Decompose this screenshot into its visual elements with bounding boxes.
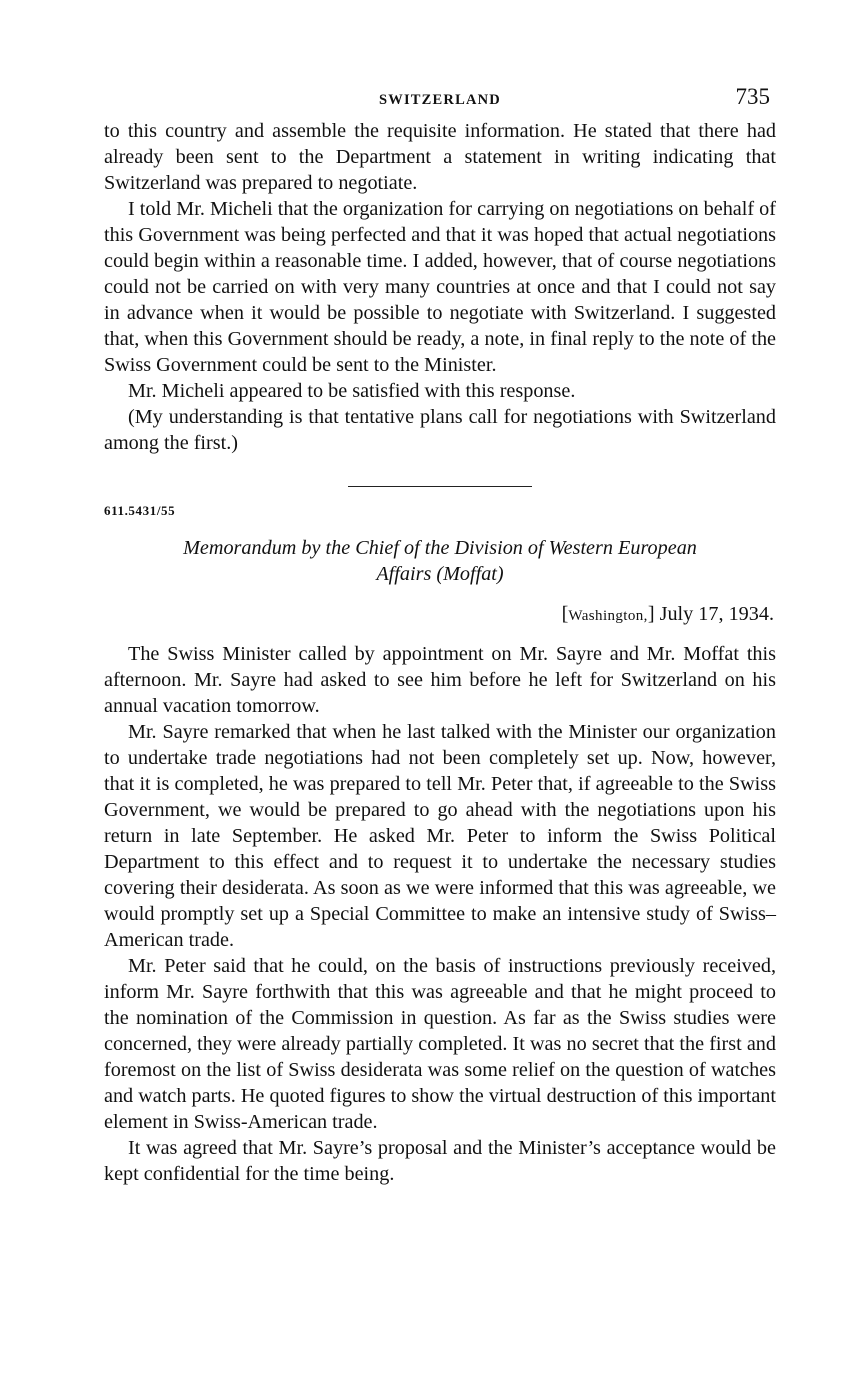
paragraph: It was agreed that Mr. Sayre’s proposal and the Minister’s acceptance would be kept confidential for the time being. — [104, 1137, 776, 1185]
memorandum-body — [104, 641, 776, 1187]
running-head: SWITZERLAND — [379, 92, 501, 108]
dateline-place: Washington, — [568, 608, 648, 624]
file-number: 611.5431/55 — [104, 503, 176, 518]
paragraph: I told Mr. Micheli that the organization for carrying on negotiations on behalf of this Government was being perfected and that it was hoped that actual negotiations could begin within a reasonable time. I added, however, that of course negotiations could not be carried on with very many countries at once and that I could not say in advance when it would be possible to negotiate with Switzerland. I suggested that, when this Government should be ready, a note, in final reply to the note of the Swiss Government could be sent to the Minister. — [104, 198, 776, 376]
paragraph: The Swiss Minister called by appointment on Mr. Sayre and Mr. Moffat this afternoon. Mr. Sayre had asked to see him before he left for Switzerland on his annual vacation tomorrow. — [104, 643, 776, 717]
memorandum-title-line: Affairs (Moffat) — [376, 563, 504, 585]
paragraph: Mr. Micheli appeared to be satisfied with this response. — [128, 380, 576, 402]
dateline-date: ] July 17, 1934. — [647, 603, 774, 625]
paragraph: to this country and assemble the requisite information. He stated that there had already been sent to the Department a statement in writing indicating that Switzerland was prepared to negotiate. — [104, 120, 776, 194]
page-number: 735 — [735, 84, 770, 109]
dateline-bracket-open: [ — [561, 603, 569, 625]
document-page — [104, 84, 776, 1187]
dateline — [104, 601, 776, 629]
paragraph: Mr. Peter said that he could, on the basis of instructions previously received, inform Mr. Sayre forthwith that this was agreeable and that he might proceed to the nomination of the Commission in question. As far as the Swiss studies were concerned, they were already partially completed. It was no secret that the first and foremost on the list of Swiss desiderata was some relief on the question of watches and watch parts. He quoted figures to show the virtual destruction of this important element in Swiss-American trade. — [104, 955, 776, 1133]
section-divider — [348, 486, 532, 487]
page-header — [104, 84, 776, 118]
memorandum-title-line: Memorandum by the Chief of the Division of Western European — [183, 537, 697, 559]
continuation-text — [104, 118, 776, 456]
paragraph: Mr. Sayre remarked that when he last talked with the Minister our organization to undertake trade negotiations had not been completely set up. Now, however, that it is completed, he was prepared to tell Mr. Peter that, if agreeable to the Swiss Government, we would be prepared to go ahead with the negotiations upon his return in late September. He asked Mr. Peter to inform the Swiss Political Department to this effect and to request it to undertake the necessary studies covering their desiderata. As soon as we were informed that this was agreeable, we would promptly set up a Special Committee to make an intensive study of Swiss–American trade. — [104, 721, 776, 951]
memorandum-title — [104, 535, 776, 587]
paragraph: (My understanding is that tentative plans call for negotiations with Switzerland among the first.) — [104, 406, 776, 454]
